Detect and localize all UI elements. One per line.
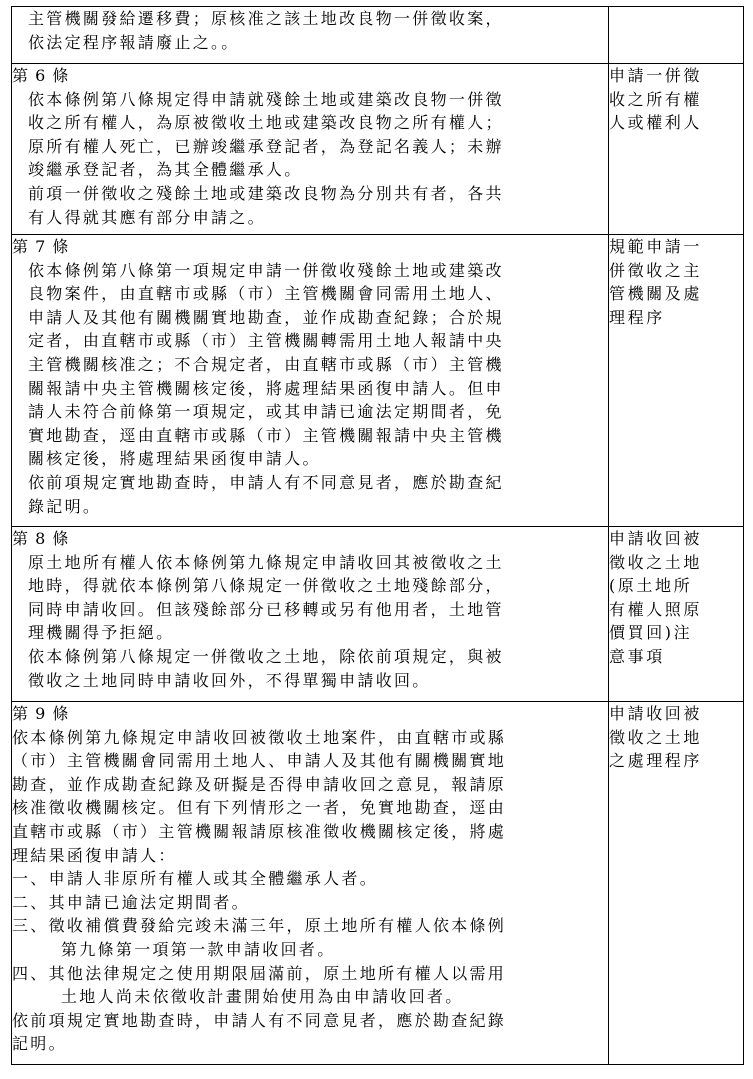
regulation-table (11, 6, 744, 1065)
article-text-line: 依本條例第九條規定申請收回被徵收土地案件，由直轄市或縣 (12, 727, 507, 747)
article-row (12, 64, 744, 235)
article-row (12, 702, 744, 1065)
explanation-line: (原土地所 (609, 576, 693, 596)
explanation-line: 併徵收之主 (609, 260, 703, 280)
article-text-line: 地時，得就依本條例第八條規定一併徵收之土地殘餘部分， (28, 576, 504, 596)
article-text-cell (12, 702, 609, 1065)
explanation-line: 申請一併徵 (609, 66, 703, 85)
article-text-line: 二、其申請已逾法定期間者。 (12, 892, 250, 912)
article-text-line: 原所有權人死亡，已辦竣繼承登記者，為登記名義人；未辦 (28, 136, 504, 156)
article-text-line: 直轄市或縣（市）主管機關報請原核准徵收機關核定後，將處 (12, 821, 507, 841)
article-text-line: 依本條例第八條第一項規定申請一併徵收殘餘土地或建築改 (28, 260, 504, 280)
explanation-line: 有權人照原 (609, 599, 703, 619)
explanation-line: 之處理程序 (609, 751, 703, 771)
explanation-line: 徵收之土地 (609, 727, 703, 747)
article-row (12, 235, 744, 527)
explanation-cell (609, 527, 744, 702)
article-text-line: 依本條例第八條規定得申請就殘餘土地或建築改良物一併徵 (28, 89, 504, 109)
article-text-line: 勘查，並作成勘查紀錄及研擬是否得申請收回之意見，報請原 (12, 774, 507, 794)
article-text-line: 理機關得予拒絕。 (28, 623, 175, 643)
article-text-line: 關報請中央主管機關核定後，將處理結果函復申請人。但申 (28, 378, 504, 398)
article-row (12, 7, 744, 64)
explanation-line: 人或權利人 (609, 113, 703, 133)
article-text-line: 依前項規定實地勘查時，申請人有不同意見者，應於勘查紀 (28, 472, 504, 492)
article-text-line: 一、申請人非原所有權人或其全體繼承人者。 (12, 869, 379, 889)
article-text-line: 三、徵收補償費發給完竣未滿三年，原土地所有權人依本條例 (12, 916, 507, 936)
article-text-line: 關核定後，將處理結果函復申請人。 (28, 449, 321, 469)
article-number: 第 7 條 (12, 237, 70, 256)
article-text-line: 徵收之土地同時申請收回外，不得單獨申請收回。 (28, 670, 431, 690)
explanation-line: 收之所有權 (609, 89, 703, 109)
article-text-line: 收之所有權人，為原被徵收土地或建築改良物之所有權人； (28, 113, 504, 133)
explanation-line: 價買回)注 (609, 623, 693, 643)
article-row (12, 527, 744, 702)
article-text-cell (12, 64, 609, 235)
article-text-line: 有人得就其應有部分申請之。 (28, 207, 266, 227)
article-text-line: 原土地所有權人依本條例第九條規定申請收回其被徵收之土 (28, 552, 504, 572)
explanation-line: 申請收回被 (609, 704, 703, 723)
article-number: 第 8 條 (12, 529, 70, 548)
explanation-line: 規範申請一 (609, 237, 703, 256)
article-text-line: 理結果函復申請人： (12, 845, 177, 865)
article-text-line: 四、其他法律規定之使用期限屆滿前，原土地所有權人以需用 (12, 963, 507, 983)
article-text-cell (12, 235, 609, 527)
article-text-cell (12, 7, 609, 64)
article-text-line: 依本條例第八條規定一併徵收之土地，除依前項規定，與被 (28, 646, 504, 666)
explanation-cell (609, 702, 744, 1065)
explanation-cell (609, 64, 744, 235)
explanation-cell (609, 7, 744, 64)
explanation-line: 徵收之土地 (609, 552, 703, 572)
explanation-line: 管機關及處 (609, 284, 703, 304)
article-number: 第 9 條 (12, 704, 70, 723)
article-text-line: 第九條第一項第一款申請收回者。 (61, 939, 336, 959)
article-text-line: 依法定程序報請廢止之。。 (28, 32, 240, 52)
article-text-line: 請人未符合前條第一項規定，或其申請已逾法定期間者，免 (28, 402, 504, 422)
article-text-line: 申請人及其他有關機關實地勘查，並作成勘查紀錄；合於規 (28, 307, 504, 327)
article-text-line: 錄記明。 (28, 496, 102, 516)
explanation-line: 意事項 (609, 646, 665, 666)
explanation-line: 申請收回被 (609, 529, 703, 548)
article-text-line: 依前項規定實地勘查時，申請人有不同意見者，應於勘查紀錄 (12, 1010, 507, 1030)
explanation-line: 理程序 (609, 307, 665, 327)
article-number: 第 6 條 (12, 66, 70, 85)
article-text-line: 核准徵收機關核定。但有下列情形之一者，免實地勘查，逕由 (12, 798, 507, 818)
article-text-line: 土地人尚未依徵收計畫開始使用為由申請收回者。 (61, 987, 464, 1007)
article-text-line: 主管機關發給遷移費；原核准之該土地改良物一併徵收案， (28, 9, 504, 28)
article-text-line: 竣繼承登記者，為其全體繼承人。 (28, 160, 303, 180)
article-text-line: 同時申請收回。但該殘餘部分已移轉或另有他用者，土地管 (28, 599, 504, 619)
article-text-line: 前項一併徵收之殘餘土地或建築改良物為分別共有者，各共 (28, 183, 504, 203)
article-text-cell (12, 527, 609, 702)
article-text-line: 主管機關核准之；不合規定者，由直轄市或縣（市）主管機 (28, 354, 504, 374)
article-text-line: （市）主管機關會同需用土地人、申請人及其他有關機關實地 (12, 751, 507, 771)
explanation-cell (609, 235, 744, 527)
article-text-line: 記明。 (12, 1034, 67, 1054)
article-text-line: 良物案件，由直轄市或縣（市）主管機關會同需用土地人、 (28, 284, 504, 304)
article-text-line: 實地勘查，逕由直轄市或縣（市）主管機關報請中央主管機 (28, 425, 504, 445)
regulation-table-body (12, 7, 744, 1065)
article-text-line: 定者，由直轄市或縣（市）主管機關轉需用土地人報請中央 (28, 331, 504, 351)
